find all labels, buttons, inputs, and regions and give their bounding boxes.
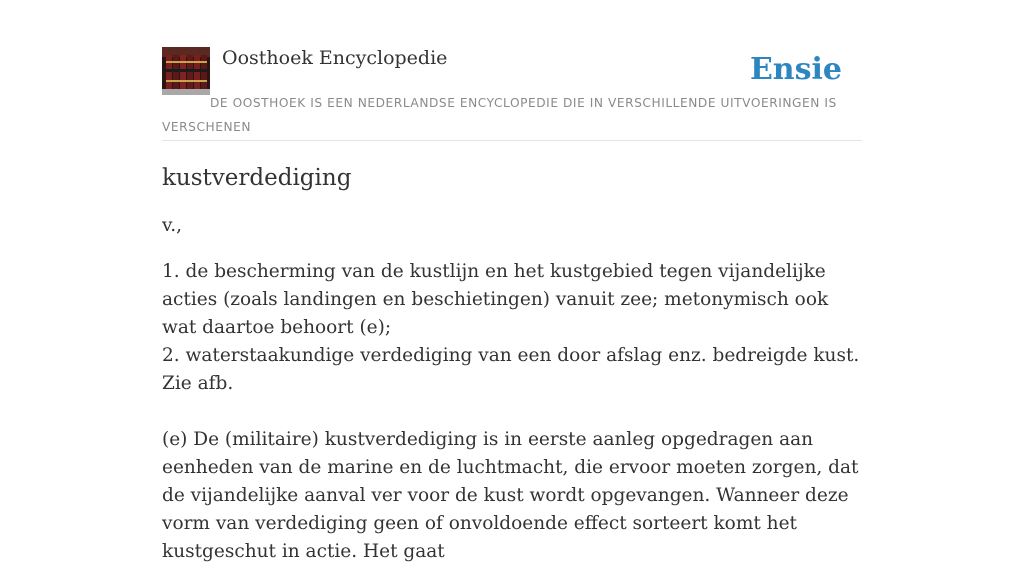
entry-note: (e) De (militaire) kustverdediging is in eerste aanleg opgedragen aan eenheden van de marine en de luchtmacht, die ervoor moeten zorgen, dat de vijandelijke aanval ver voor de kust wordt opgevangen. Wanneer deze vorm van verdediging geen of onvoldoende effect sorteert komt het kustgeschut in actie. Het gaat [162,429,859,562]
definition-item: 1. de bescherming van de kustlijn en het kustgebied tegen vijandelijke acties (zoals landingen en beschietingen) vanuit zee; metonymisch ook wat daartoe behoort (e); [162,261,829,338]
definition-item: 2. waterstaakundige verdediging van een door afslag enz. bedreigde kust. Zie afb. [162,345,860,394]
site-header [162,46,862,141]
entry-grammar: v., [162,215,183,236]
site-name-link[interactable]: Oosthoek Encyclopedie [222,47,448,69]
brand-logo[interactable]: Ensie [749,52,842,87]
entry-definitions [162,258,862,398]
entry-title: kustverdediging [162,165,352,191]
books-icon[interactable] [162,47,210,95]
site-tagline: DE OOSTHOEK IS EEN NEDERLANDSE ENCYCLOPEDIE DIE IN VERSCHILLENDE UITVOERINGEN IS VERSCHENEN [162,96,837,134]
entry-content [162,160,862,566]
